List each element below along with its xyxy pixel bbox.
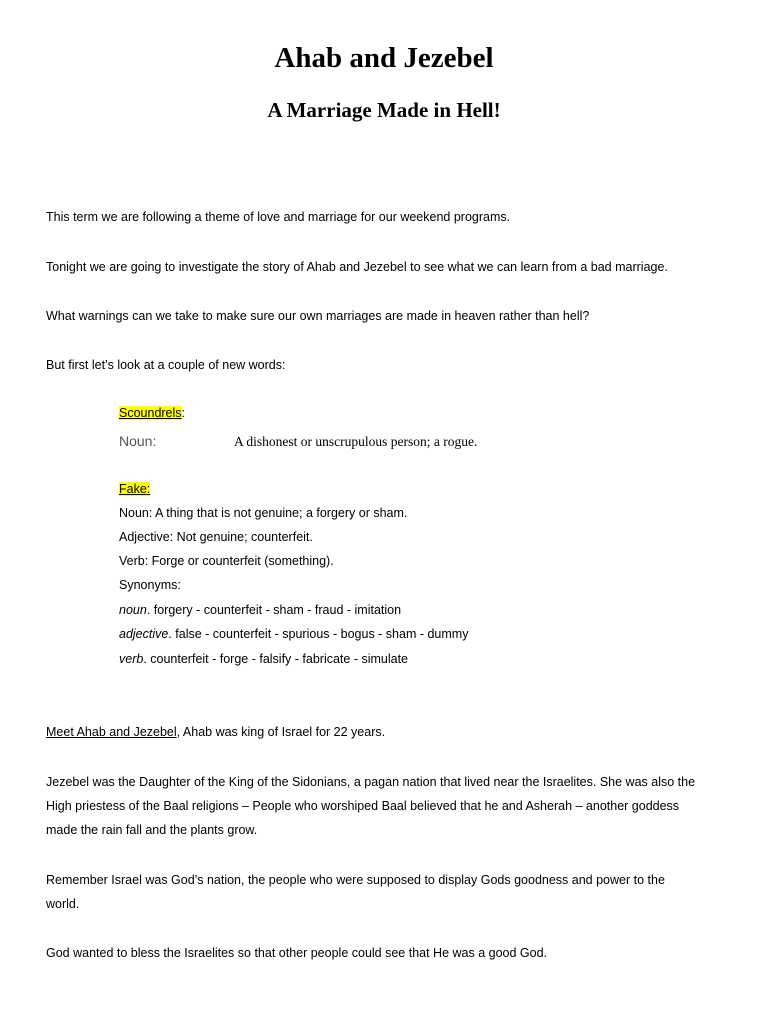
part-of-speech-label: Noun: <box>119 433 157 449</box>
israel-line-2: world. <box>46 897 80 911</box>
synonyms-adjective-label: adjective <box>119 627 169 641</box>
synonyms-noun-line <box>119 598 401 622</box>
meet-text: , Ahab was king of Israel for 22 years. <box>176 725 386 739</box>
vocab-word-fake: Fake <box>119 482 147 496</box>
synonyms-verb-label: verb <box>119 652 144 666</box>
synonyms-verb-list: . counterfeit - forge - falsify - fabricate - simulate <box>143 652 409 666</box>
israel-line-1: Remember Israel was God’s nation, the people who were supposed to display Gods goodness and power to the <box>46 873 665 887</box>
synonyms-label: Synonyms: <box>119 578 181 592</box>
jezebel-line-3: made the rain fall and the plants grow. <box>46 823 258 837</box>
fake-noun-definition: Noun: A thing that is not genuine; a forgery or sham. <box>119 506 408 520</box>
synonyms-adjective-list: . false - counterfeit - spurious - bogus - sham - dummy <box>168 627 469 641</box>
definition-text: A dishonest or unscrupulous person; a rogue. <box>234 434 478 449</box>
synonyms-adjective-line <box>119 622 468 646</box>
vocab-word-scoundrels: Scoundrels <box>119 406 182 420</box>
meet-paragraph <box>46 720 736 744</box>
synonyms-noun-label: noun <box>119 603 147 617</box>
fake-verb-definition: Verb: Forge or counterfeit (something). <box>119 554 334 568</box>
vocab-heading-scoundrels <box>119 401 185 425</box>
synonyms-verb-line <box>119 647 408 671</box>
jezebel-line-1: Jezebel was the Daughter of the King of the Sidonians, a pagan nation that lived near the Israelites. She was also the <box>46 775 696 789</box>
vocab-heading-fake <box>119 477 150 501</box>
intro-paragraph-3: What warnings can we take to make sure our own marriages are made in heaven rather than hell? <box>46 309 590 323</box>
page-title: Ahab and Jezebel <box>274 42 494 74</box>
jezebel-line-2: High priestess of the Baal religions – People who worshiped Baal believed that he and Asherah – another goddess <box>46 799 680 813</box>
intro-paragraph-2: Tonight we are going to investigate the story of Ahab and Jezebel to see what we can learn from a bad marriage. <box>46 260 668 274</box>
vocab-colon: : <box>181 406 186 420</box>
synonyms-noun-list: . forgery - counterfeit - sham - fraud - imitation <box>146 603 402 617</box>
vocab-colon: : <box>146 482 151 496</box>
fake-adjective-definition: Adjective: Not genuine; counterfeit. <box>119 530 313 544</box>
intro-paragraph-4: But first let’s look at a couple of new words: <box>46 358 286 372</box>
meet-heading: Meet Ahab and Jezebel <box>46 725 177 739</box>
intro-paragraph-1: This term we are following a theme of love and marriage for our weekend programs. <box>46 210 511 224</box>
page-subtitle: A Marriage Made in Hell! <box>267 98 501 122</box>
bless-paragraph: God wanted to bless the Israelites so that other people could see that He was a good God. <box>46 946 548 960</box>
